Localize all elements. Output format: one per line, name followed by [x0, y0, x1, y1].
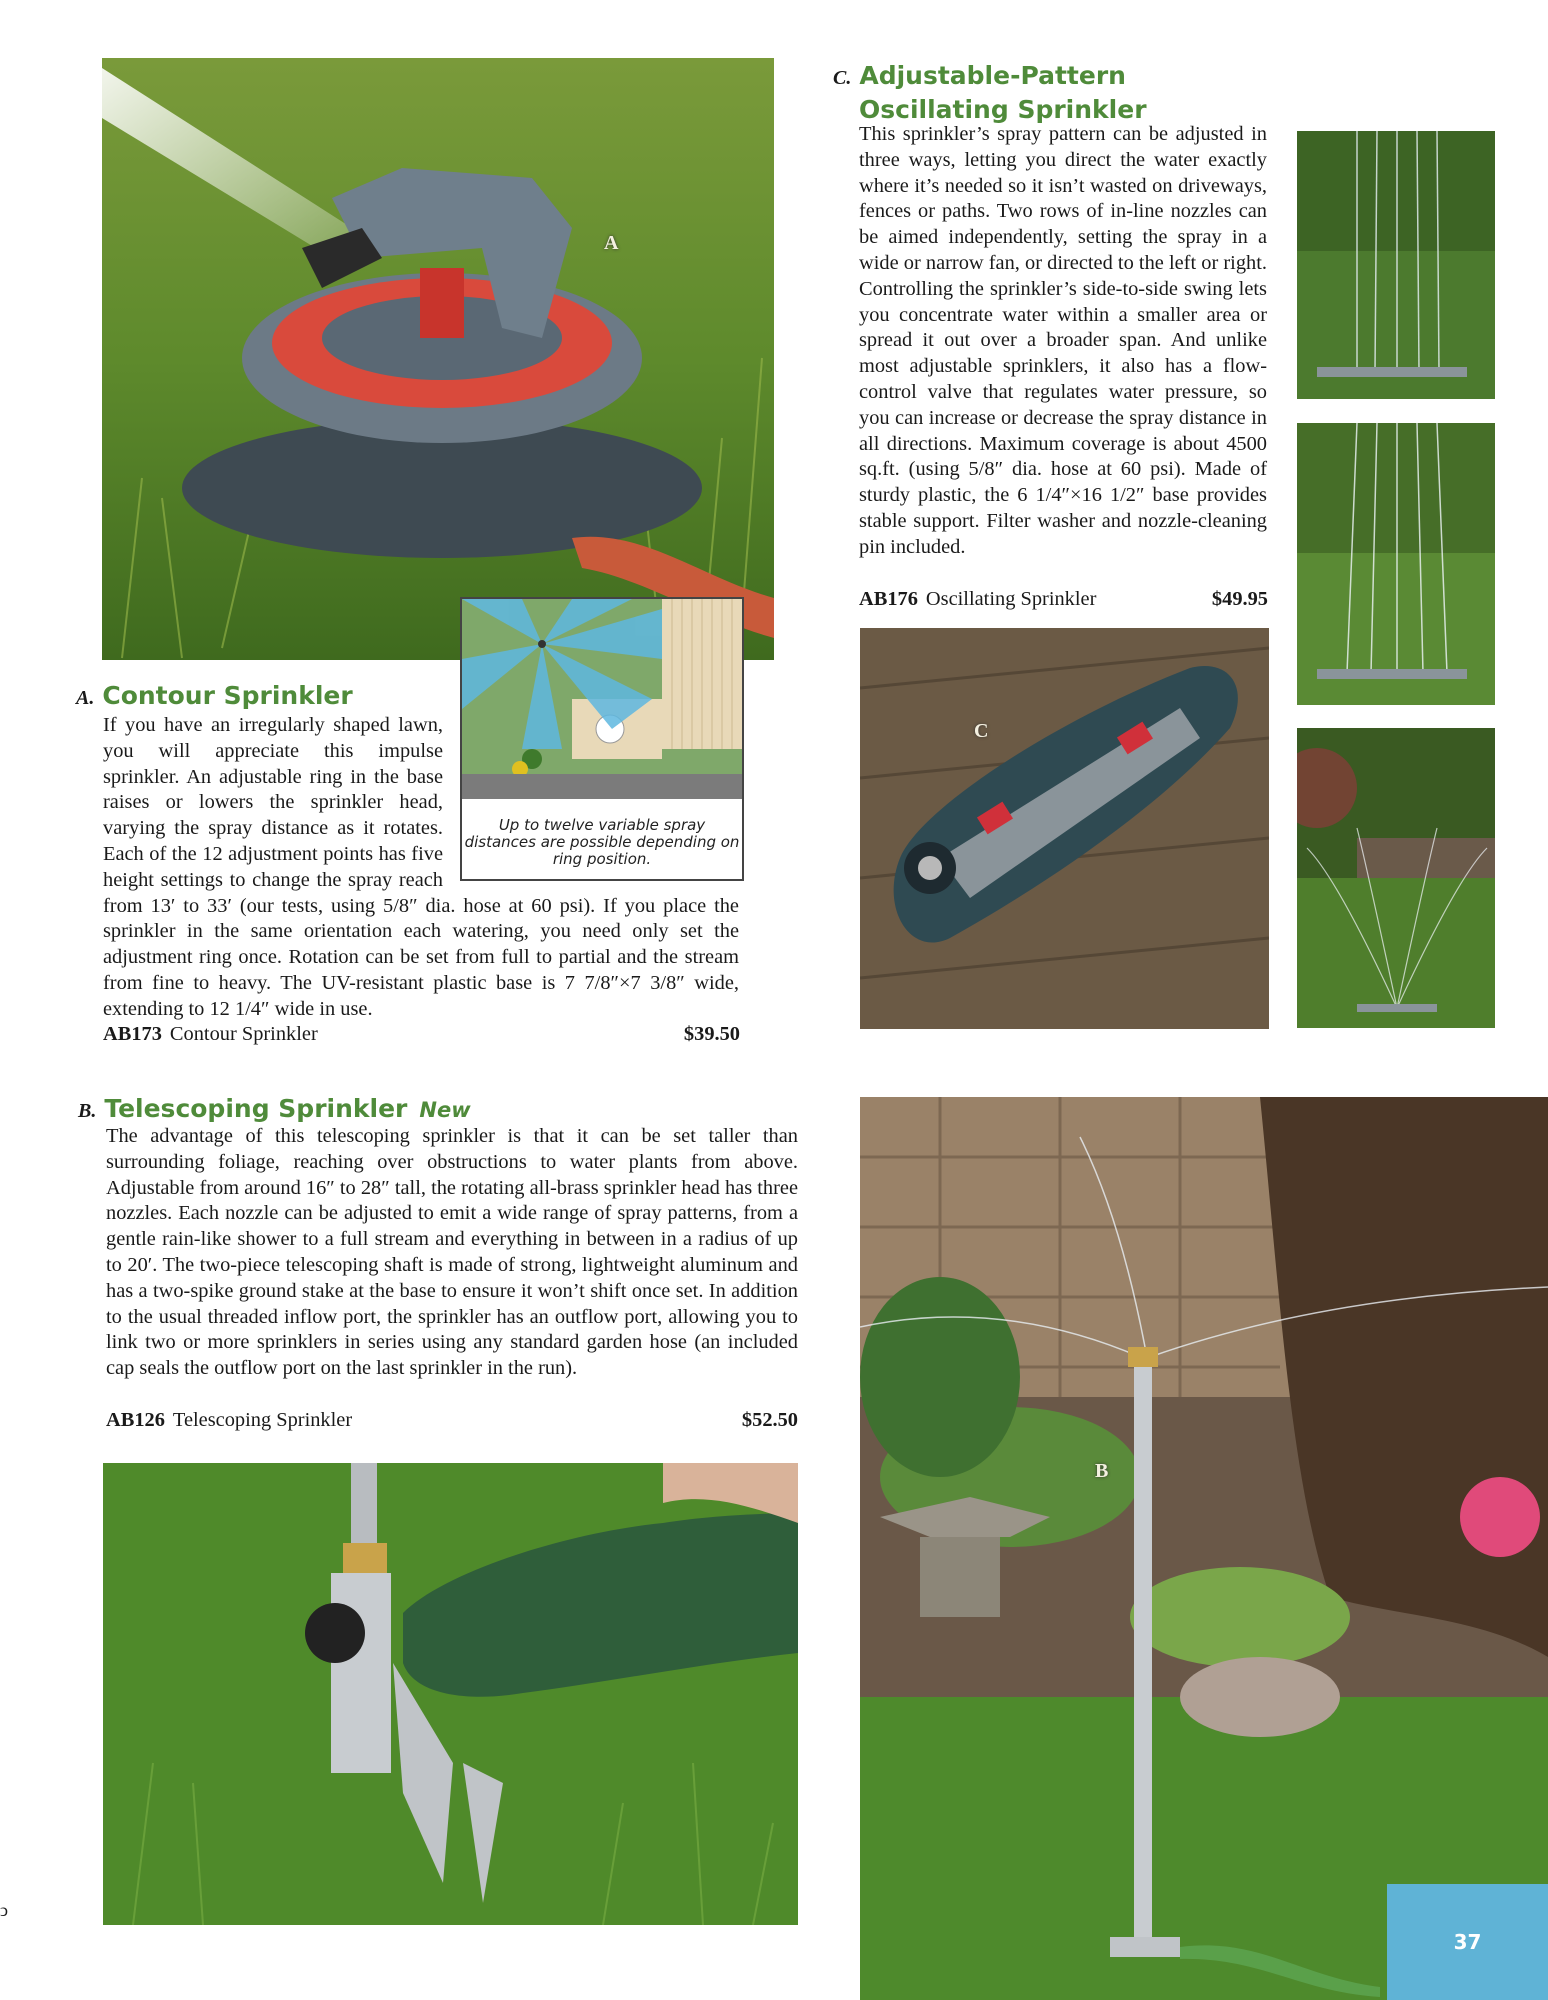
product-a-letter: A. [76, 687, 95, 709]
product-b-sku-line [106, 1407, 352, 1433]
oscillating-sprinkler-photo [860, 628, 1269, 1029]
product-a-description: If you have an irregularly shaped lawn, you will appreciate this impulse sprinkler. An adjustable ring in the base raises or lowers the sprinkler head, varying the spray distance as it rotates. Each of the 12 adjustment points has five height settings to change the spray reach from 13′ to 33′ (our tests, using 5/8″ dia. hose at 60 psi). If you place the sprinkler in the same orientation each watering, you need only set the adjustment ring once. Rotation can be set from full to partial and the stream from fine to heavy. The UV-resistant plastic base is 7 7/8″×7 3/8″ wide, extending to 12 1/4″ wide in use. [103, 714, 739, 1020]
product-c-name-line1: Adjustable-Pattern [859, 61, 1126, 90]
product-c-letter: C. [833, 67, 852, 89]
photo-label-b: B [1095, 1460, 1109, 1482]
oscillating-narrow-spray-thumbnail [1297, 131, 1495, 399]
page-number-tab [1387, 1884, 1548, 2000]
telescoping-garden-photo [860, 1097, 1548, 2000]
product-a-name: Contour Sprinkler [102, 681, 353, 710]
page-number: 37 [1453, 1930, 1482, 1954]
product-b-price: $52.50 [741, 1409, 798, 1431]
product-c-heading [833, 60, 1147, 125]
telescoping-stake-photo [103, 1463, 798, 1925]
page-edge-glyph: ↄ [0, 1900, 8, 1920]
photo-label-c: C [974, 720, 989, 742]
product-c-name-line2: Oscillating Sprinkler [859, 95, 1147, 124]
product-b-letter: B. [78, 1100, 97, 1122]
product-c-sku-name: Oscillating Sprinkler [925, 588, 1097, 610]
product-a-price: $39.50 [683, 1023, 740, 1045]
diagram-wrap-spacer [443, 713, 739, 881]
product-c-price: $49.95 [1211, 588, 1268, 610]
new-badge: New [419, 1098, 471, 1122]
contour-sprinkler-photo [102, 58, 774, 660]
product-b-heading [78, 1094, 471, 1126]
product-a-sku-name: Contour Sprinkler [169, 1023, 318, 1045]
photo-label-a: A [604, 232, 619, 254]
product-b-sku-name: Telescoping Sprinkler [172, 1409, 353, 1431]
product-a-sku-line [103, 1021, 318, 1047]
product-c-sku-line [859, 586, 1096, 612]
diagram-caption: Up to twelve variable spray distances are possible depending on ring position. [464, 816, 740, 868]
product-b-name: Telescoping Sprinkler [104, 1094, 408, 1123]
product-b-sku: AB126 [106, 1409, 165, 1431]
oscillating-wide-spray-thumbnail [1297, 423, 1495, 705]
product-b-description: The advantage of this telescoping sprinkler is that it can be set taller than surrounding foliage, reaching over obstructions to water plants from above. Adjustable from around 16″ to 28″ tall, the rotating all-brass sprinkler head has three nozzles. Each nozzle can be adjusted to emit a wide range of spray patterns, from a gentle rain-like shower to a full stream and everything in between in a radius of up to 20′. The two-piece telescoping shaft is made of strong, lightweight aluminum and has a two-spike ground stake at the base to ensure it won’t shift once set. In addition to the usual threaded inflow port, the sprinkler has an outflow port, allowing you to link two or more sprinklers in series using any standard garden hose (an included cap seals the outflow port on the last sprinkler in the run). [106, 1125, 798, 1380]
product-c-sku: AB176 [859, 588, 918, 610]
product-a-heading [76, 681, 353, 713]
oscillating-yard-spray-thumbnail [1297, 728, 1495, 1028]
product-c-description: This sprinkler’s spray pattern can be adjusted in three ways, letting you direct the water exactly where it’s needed so it isn’t wasted on driveways, fences or paths. Two rows of in-line nozzles can be aimed independently, setting the spray in a wide or narrow fan, or directed to the left or right. Controlling the sprinkler’s side-to-side swing lets you concentrate water within a smaller area or spread it out over a broader span. And unlike most adjustable sprinklers, it also has a flow-control valve that regulates water pressure, so you can increase or decrease the spray distance in all directions. Maximum coverage is about 4500 sq.ft. (using 5/8″ dia. hose at 60 psi). Made of sturdy plastic, the 6 1/4″×16 1/2″ base provides stable support. Filter washer and nozzle-cleaning pin included. [859, 123, 1267, 558]
product-a-sku: AB173 [103, 1023, 162, 1045]
